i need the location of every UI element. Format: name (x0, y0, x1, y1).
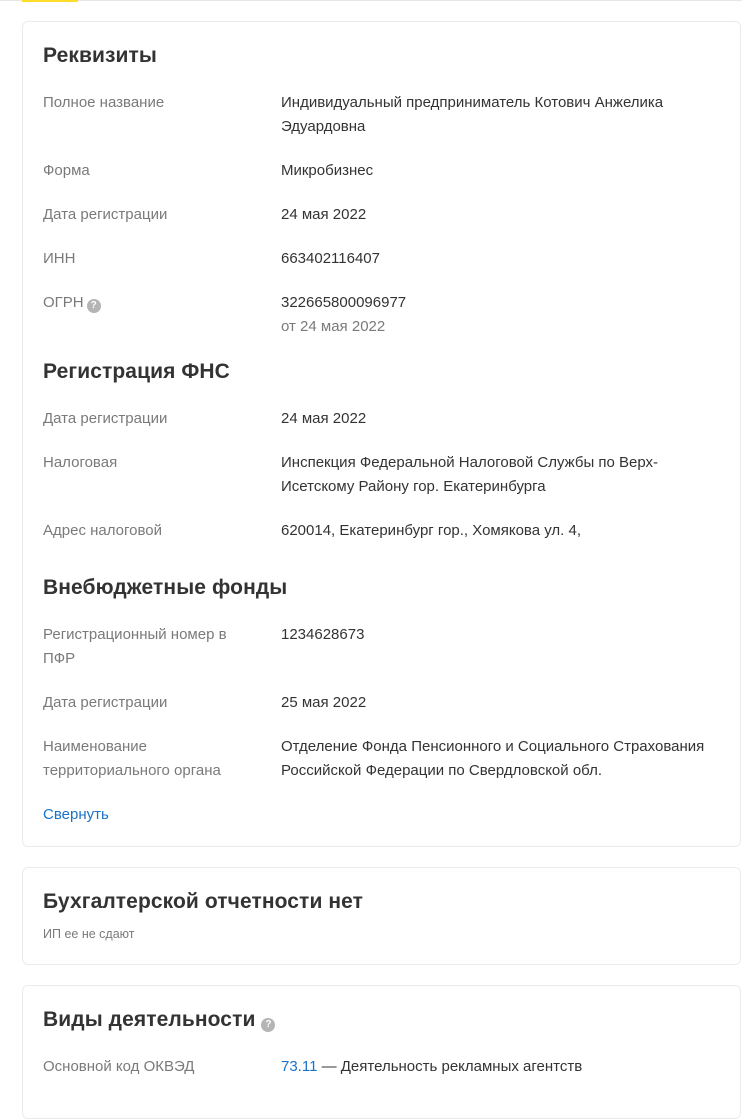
activities-title: Виды деятельности (43, 1008, 256, 1031)
funds-reg-date-label: Дата регистрации (43, 694, 168, 711)
fns-reg-date-label: Дата регистрации (43, 410, 168, 427)
pfr-label-line2: ПФР (43, 650, 76, 667)
full-name-value (281, 91, 721, 139)
territorial-org-label-line2: территориального органа (43, 762, 221, 779)
fns-reg-date-value: 24 мая 2022 (281, 410, 367, 427)
reg-date-label: Дата регистрации (43, 206, 168, 223)
tax-office-line2: Исетскому Району гор. Екатеринбурга (281, 478, 546, 495)
collapse-row (43, 803, 723, 827)
full-name-line1: Индивидуальный предприниматель Котович Анжелика (281, 94, 664, 111)
full-name-line2: Эдуардовна (281, 118, 366, 135)
pfr-label-line1: Регистрационный номер в (43, 626, 227, 643)
ogrn-value-wrap (281, 291, 721, 339)
question-icon[interactable]: ? (87, 299, 101, 313)
funds-title: Внебюджетные фонды (43, 576, 288, 599)
territorial-org-line2: Российской Федерации по Свердловской обл. (281, 762, 602, 779)
form-value: Микробизнес (281, 162, 374, 179)
pfr-label (43, 623, 263, 671)
ogrn-value: 322665800096977 (281, 294, 407, 311)
accounting-card (22, 867, 741, 965)
active-tab-indicator (22, 0, 78, 2)
territorial-org-value (281, 735, 721, 783)
ogrn-date: от 24 мая 2022 (281, 318, 386, 335)
fns-title: Регистрация ФНС (43, 360, 230, 383)
territorial-org-label-line1: Наименование (43, 738, 147, 755)
tax-office-label: Налоговая (43, 454, 118, 471)
inn-label: ИНН (43, 250, 76, 267)
ogrn-label: ОГРН (43, 294, 84, 311)
okved-value (281, 1055, 721, 1079)
accounting-note: ИП ее не сдают (43, 927, 135, 941)
ogrn-label-wrap (43, 291, 263, 315)
full-name-label: Полное название (43, 94, 165, 111)
reg-date-value: 24 мая 2022 (281, 206, 367, 223)
activities-title-wrap (43, 1006, 275, 1034)
okved-code-link[interactable]: 73.11 (281, 1058, 318, 1075)
tax-office-line1: Инспекция Федеральной Налоговой Службы по Верх- (281, 454, 659, 471)
inn-value: 663402116407 (281, 250, 380, 267)
tax-office-value (281, 451, 721, 499)
funds-reg-date-value: 25 мая 2022 (281, 694, 367, 711)
accounting-title: Бухгалтерской отчетности нет (43, 890, 364, 913)
territorial-org-line1: Отделение Фонда Пенсионного и Социального Страхования (281, 738, 705, 755)
requisites-title: Реквизиты (43, 44, 157, 67)
requisites-card (22, 21, 741, 847)
okved-description: — Деятельность рекламных агентств (317, 1058, 583, 1075)
activities-card (22, 985, 741, 1119)
top-divider (0, 0, 742, 1)
collapse-link[interactable]: Свернуть (43, 806, 109, 823)
tax-address-value: 620014, Екатеринбург гор., Хомякова ул. 4, (281, 522, 582, 539)
pfr-value: 1234628673 (281, 626, 365, 643)
form-label: Форма (43, 162, 90, 179)
territorial-org-label (43, 735, 263, 783)
tax-address-label: Адрес налоговой (43, 522, 163, 539)
okved-label: Основной код ОКВЭД (43, 1058, 195, 1075)
question-icon[interactable]: ? (261, 1018, 275, 1032)
